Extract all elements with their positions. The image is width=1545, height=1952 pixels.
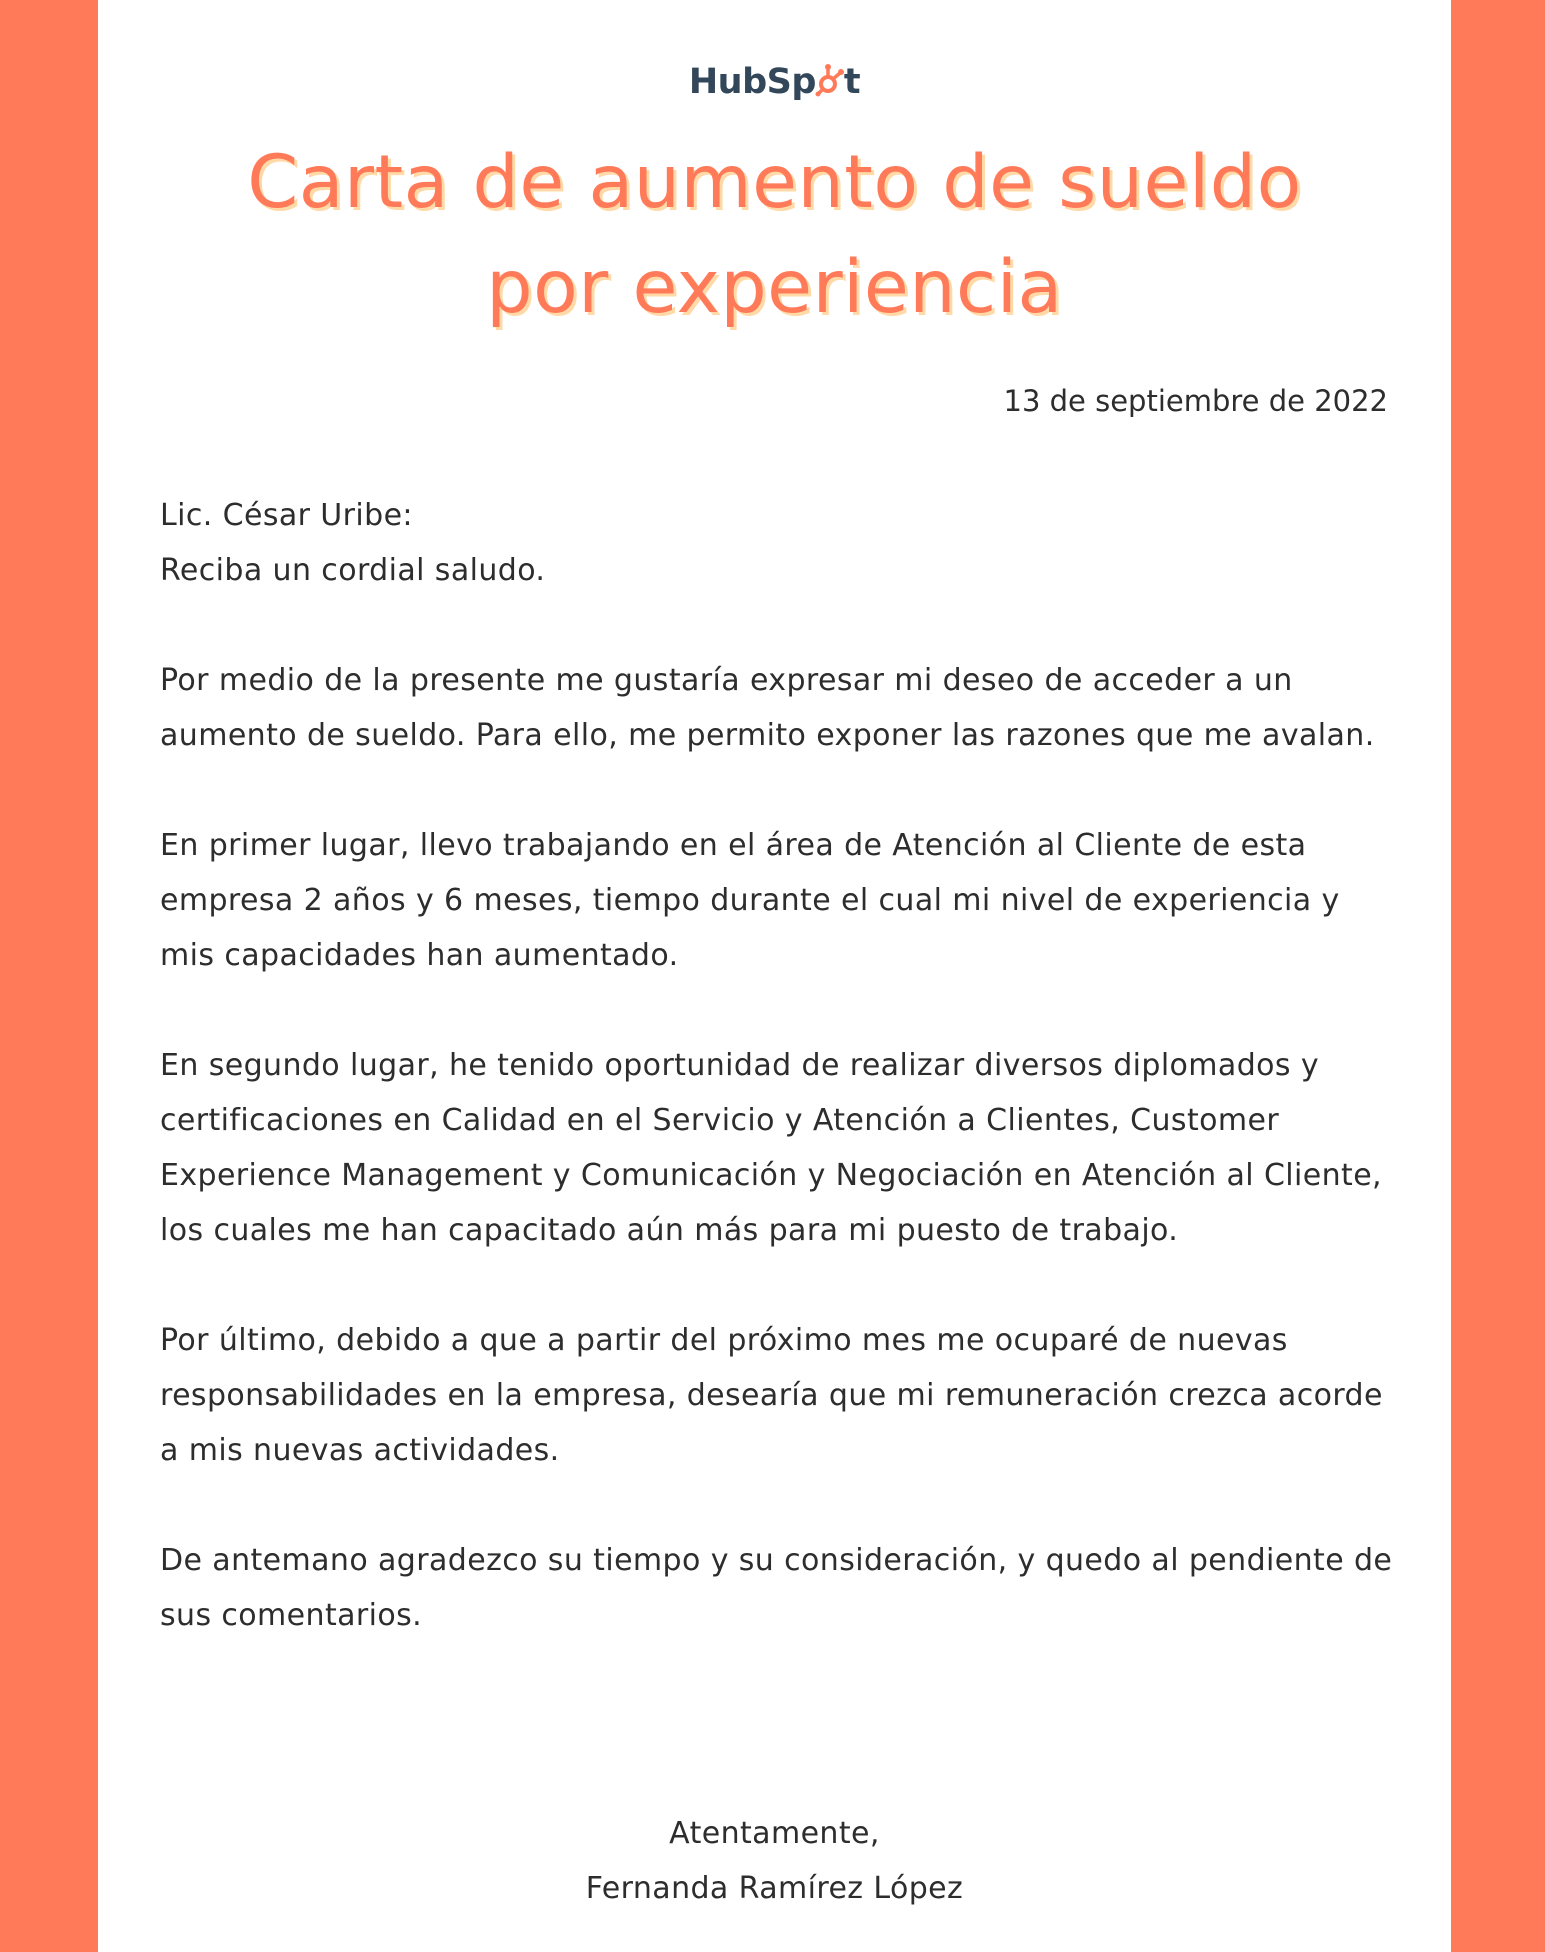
logo-text-prefix: HubSp xyxy=(688,62,816,102)
letter-date: 13 de septiembre de 2022 xyxy=(1003,384,1388,418)
logo-text-suffix: t xyxy=(843,62,861,102)
signer-name: Fernanda Ramírez López xyxy=(585,1871,964,1906)
title-line-1: Carta de aumento de sueldo xyxy=(247,140,1302,225)
sprocket-icon xyxy=(815,63,845,106)
valediction: Atentamente, xyxy=(669,1816,880,1851)
paragraph-certifications: En segundo lugar, he tenido oportunidad de realizar diversos diplomados y certificaciones en Calidad en el Servicio y Atención a Clientes, Customer Experience Management y Comunicación y Negociación en Atención al Cliente, los cuales me han capacitado aún más para mi puesto de trabajo. xyxy=(160,1048,1382,1248)
addressee: Lic. César Uribe: xyxy=(160,498,413,533)
paragraph-request: Por medio de la presente me gustaría expresar mi deseo de acceder a un aumento de sueldo. Para ello, me permito exponer las razones que me avalan. xyxy=(160,663,1375,753)
letter-page xyxy=(98,0,1451,1952)
paragraph-responsibilities: Por último, debido a que a partir del próximo mes me ocuparé de nuevas responsabilidades en la empresa, desearía que mi remuneración crezca acorde a mis nuevas actividades. xyxy=(160,1323,1383,1468)
paragraph-experience: En primer lugar, llevo trabajando en el área de Atención al Cliente de esta empresa 2 años y 6 meses, tiempo durante el cual mi nivel de experiencia y mis capacidades han aumentado. xyxy=(160,828,1340,973)
signature-block xyxy=(98,1806,1451,1916)
salutation: Reciba un cordial saludo. xyxy=(160,553,546,588)
paragraph-thanks: De antemano agradezco su tiempo y su consideración, y quedo al pendiente de sus comentarios. xyxy=(160,1543,1393,1633)
title-line-2: por experiencia xyxy=(486,245,1063,330)
hubspot-logo xyxy=(98,62,1451,106)
letter-body xyxy=(160,488,1400,1698)
letter-title xyxy=(98,130,1451,340)
greeting xyxy=(160,488,1400,598)
